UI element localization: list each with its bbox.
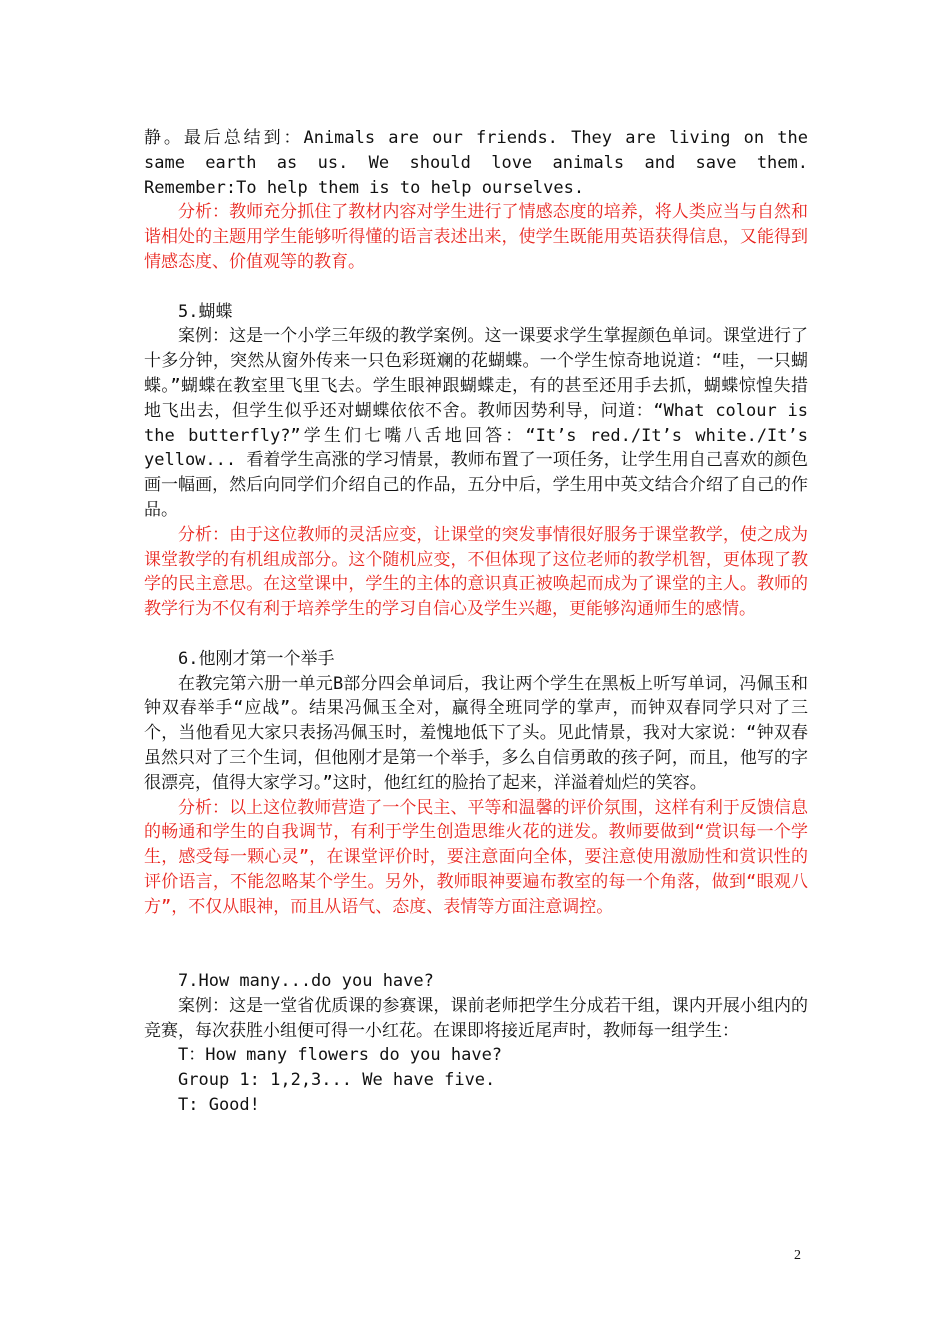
case-paragraph: 案例：这是一个小学三年级的教学案例。这一课要求学生掌握颜色单词。课堂进行了十多分钟，突然从窗外传来一只色彩斑斓的花蝴蝶。一个学生惊奇地说道：“哇，一只蝴蝶。”蝴蝶在教室里飞里飞去。学生眼神跟蝴蝶走，有的甚至还用手去抓，蝴蝶惊惶失措地飞出去，但学生似乎还对蝴蝶依依不舍。教师因势利导，问道：“What colour is the butterfly?”学生们七嘴八舌地回答：“It’s red./It’s white./It’s yellow... 看着学生高涨的学习情景，教师布置了一项任务，让学生用自己喜欢的颜色画一幅画，然后向同学们介绍自己的作品，五分中后，学生用中英文结合介绍了自己的作品。 [144,326,808,520]
analysis-paragraph: 分析：教师充分抓住了教材内容对学生进行了情感态度的培养，将人类应当与自然和谐相处的主题用学生能够听得懂的语言表述出来，使学生既能用英语获得信息，又能得到情感态度、价值观等的教育。 [144,202,808,272]
page-number: 2 [794,1248,801,1263]
section-heading: 6.他刚才第一个举手 [178,648,335,669]
section-heading: 7.How many...do you have? [178,971,434,992]
intro-paragraph: 静。最后总结到：Animals are our friends. They are living on the same earth as us. We should love animals and save them. Remember:To help them is to help ourselves. [144,128,808,198]
dialogue-line: T: Good! [178,1095,260,1116]
section-heading: 5.蝴蝶 [178,301,233,322]
case-paragraph: 在教完第六册一单元B部分四会单词后，我让两个学生在黑板上听写单词，冯佩玉和钟双春举手“应战”。结果冯佩玉全对，赢得全班同学的掌声，而钟双春同学只对了三个，当他看见大家只表扬冯佩玉时，羞愧地低下了头。见此情景，我对大家说：“钟双春虽然只对了三个生词，但他刚才是第一个举手，多么自信勇敢的孩子阿，而且，他写的字很漂亮，值得大家学习。”这时，他红红的脸抬了起来，洋溢着灿烂的笑容。 [144,673,808,793]
spacer [144,622,808,647]
document-body [144,126,808,1118]
spacer [144,920,808,970]
dialogue-line: T：How many flowers do you have? [178,1045,503,1066]
spacer [144,275,808,300]
analysis-paragraph: 分析：由于这位教师的灵活应变，让课堂的突发事情很好服务于课堂教学，使之成为课堂教学的有机组成部分。这个随机应变，不但体现了这位老师的教学机智，更体现了教学的民主意思。在这堂课中，学生的主体的意识真正被唤起而成为了课堂的主人。教师的教学行为不仅有利于培养学生的学习自信心及学生兴趣，更能够沟通师生的感情。 [144,524,808,620]
dialogue-line: Group 1: 1,2,3... We have five. [178,1070,496,1091]
case-paragraph: 案例：这是一堂省优质课的参赛课，课前老师把学生分成若干组，课内开展小组内的竞赛，每次获胜小组便可得一小红花。在课即将接近尾声时，教师每一组学生： [144,995,808,1041]
analysis-paragraph: 分析：以上这位教师营造了一个民主、平等和温馨的评价氛围，这样有利于反馈信息的畅通和学生的自我调节，有利于学生创造思维火花的迸发。教师要做到“赏识每一个学生，感受每一颗心灵”，在课堂评价时，要注意面向全体，要注意使用激励性和赏识性的评价语言，不能忽略某个学生。另外，教师眼神要遍布教室的每一个角落，做到“眼观八方”，不仅从眼神，而且从语气、态度、表情等方面注意调控。 [144,797,808,917]
